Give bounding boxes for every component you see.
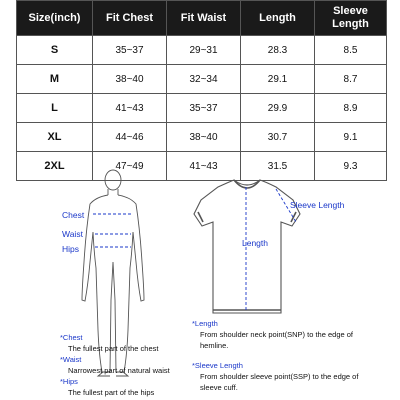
cell-sleeve: 8.9 xyxy=(315,94,387,123)
cell-sleeve: 9.3 xyxy=(315,152,387,181)
cell-length: 29.9 xyxy=(241,94,315,123)
cell-chest: 38~40 xyxy=(93,65,167,94)
header-size: Size(inch) xyxy=(17,1,93,36)
cell-size: S xyxy=(17,36,93,65)
note-title: *Waist xyxy=(60,355,82,364)
cell-chest: 44~46 xyxy=(93,123,167,152)
note-waist xyxy=(60,354,210,376)
note-desc: From shoulder sleeve point(SSP) to the edge of sleeve cuff. xyxy=(200,372,359,392)
note-chest xyxy=(60,332,210,354)
header-chest: Fit Chest xyxy=(93,1,167,36)
note-title: *Length xyxy=(192,319,218,328)
label-chest: Chest xyxy=(62,210,85,220)
note-desc: From shoulder neck point(SNP) to the edge of hemline. xyxy=(200,330,353,350)
label-sleeve-length: Sleeve Length xyxy=(290,200,345,210)
cell-sleeve: 9.1 xyxy=(315,123,387,152)
cell-waist: 38~40 xyxy=(167,123,241,152)
note-title: *Hips xyxy=(60,377,78,386)
header-length: Length xyxy=(241,1,315,36)
cell-chest: 47~49 xyxy=(93,152,167,181)
cell-chest: 35~37 xyxy=(93,36,167,65)
label-waist: Waist xyxy=(62,229,83,239)
note-desc: Narrowest part of natural waist xyxy=(68,366,170,375)
cell-length: 28.3 xyxy=(241,36,315,65)
cell-size: L xyxy=(17,94,93,123)
header-waist: Fit Waist xyxy=(167,1,241,36)
cell-length: 31.5 xyxy=(241,152,315,181)
cell-waist: 41~43 xyxy=(167,152,241,181)
cell-sleeve: 8.5 xyxy=(315,36,387,65)
cell-length: 30.7 xyxy=(241,123,315,152)
note-desc: The fullest part of the hips xyxy=(68,388,155,397)
header-sleeve: Sleeve Length xyxy=(315,1,387,36)
note-title: *Chest xyxy=(60,333,83,342)
note-hips xyxy=(60,376,210,398)
cell-chest: 41~43 xyxy=(93,94,167,123)
cell-waist: 35~37 xyxy=(167,94,241,123)
body-measure-lines xyxy=(93,214,133,247)
cell-size: XL xyxy=(17,123,93,152)
cell-waist: 29~31 xyxy=(167,36,241,65)
label-length: Length xyxy=(242,238,268,248)
note-title: *Sleeve Length xyxy=(192,361,243,370)
cell-size: M xyxy=(17,65,93,94)
note-desc: The fullest part of the chest xyxy=(68,344,159,353)
cell-sleeve: 8.7 xyxy=(315,65,387,94)
cell-size: 2XL xyxy=(17,152,93,181)
cell-waist: 32~34 xyxy=(167,65,241,94)
note-sleeve-length xyxy=(192,360,372,393)
note-length xyxy=(192,318,372,351)
cell-length: 29.1 xyxy=(241,65,315,94)
label-hips: Hips xyxy=(62,244,80,254)
tshirt-measure-lines xyxy=(246,187,296,312)
